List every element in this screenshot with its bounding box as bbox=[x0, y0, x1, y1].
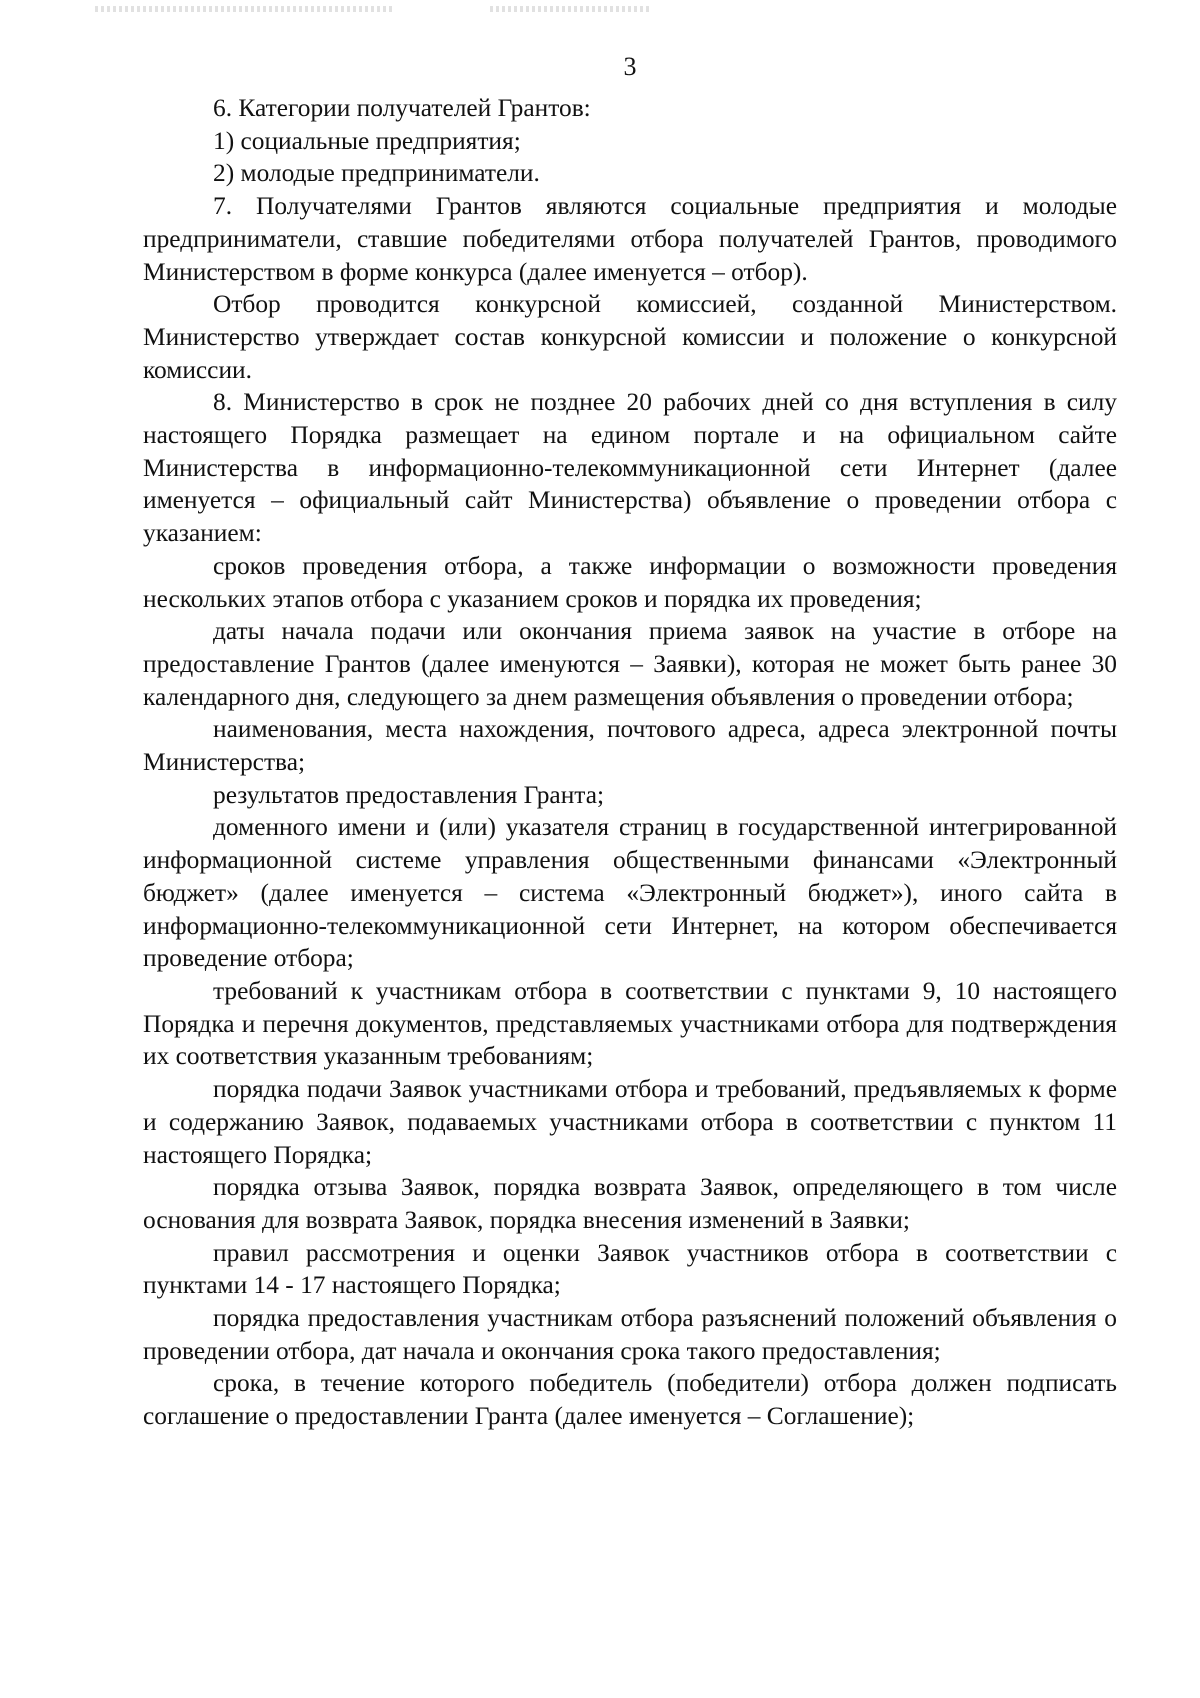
paragraph: срока, в течение которого победитель (победители) отбора должен подписать соглашение о предоставлении Гранта (далее именуется – Соглашение); bbox=[143, 1369, 1117, 1431]
paragraph: наименования, места нахождения, почтового адреса, адреса электронной почты Министерства; bbox=[143, 715, 1117, 777]
paragraph: 2) молодые предприниматели. bbox=[213, 159, 540, 188]
paragraph: 7. Получателями Грантов являются социальные предприятия и молодые предприниматели, ставшие победителями отбора получателей Грантов, проводимого Министерством в форме конкурса (далее именуется – отбор). bbox=[143, 192, 1117, 286]
document-body bbox=[143, 92, 1117, 1433]
paragraph: порядка подачи Заявок участниками отбора и требований, предъявляемых к форме и содержанию Заявок, подаваемых участниками отбора в соответствии с пунктом 11 настоящего Порядка; bbox=[143, 1075, 1117, 1169]
paragraph: доменного имени и (или) указателя страниц в государственной интегрированной информационной системе управления общественными финансами «Электронный бюджет» (далее именуется – система «Электронный бюджет»), иного сайта в информационно-телекоммуникационной сети Интернет, на котором обеспечивается проведение отбора; bbox=[143, 813, 1117, 973]
paragraph: порядка отзыва Заявок, порядка возврата Заявок, определяющего в том числе основания для возврата Заявок, порядка внесения изменений в Заявки; bbox=[143, 1173, 1117, 1234]
paragraph: сроков проведения отбора, а также информации о возможности проведения нескольких этапов отбора с указанием сроков и порядка их проведения; bbox=[143, 551, 1117, 613]
paragraph: результатов предоставления Гранта; bbox=[213, 780, 605, 809]
paragraph: 8. Министерство в срок не позднее 20 рабочих дней со дня вступления в силу настоящего Порядка размещает на едином портале и на официальном сайте Министерства в информационно-телекоммуникационной сети Интернет (далее именуется – официальный сайт Министерства) объявление о проведении отбора с указанием: bbox=[143, 388, 1117, 548]
paragraph: правил рассмотрения и оценки Заявок участников отбора в соответствии с пунктами 14 - 17 настоящего Порядка; bbox=[143, 1238, 1117, 1300]
paragraph: 6. Категории получателей Грантов: bbox=[213, 94, 591, 122]
paragraph: 1) социальные предприятия; bbox=[213, 126, 521, 155]
scan-artifact bbox=[490, 6, 650, 12]
paragraph: порядка предоставления участникам отбора разъяснений положений объявления о проведении отбора, дат начала и окончания срока такого предоставления; bbox=[143, 1304, 1117, 1365]
paragraph: требований к участникам отбора в соответствии с пунктами 9, 10 настоящего Порядка и перечня документов, представляемых участниками отбора для подтверждения их соответствия указанным требованиям; bbox=[143, 976, 1117, 1071]
scan-artifact bbox=[95, 6, 395, 12]
page-number: 3 bbox=[623, 52, 637, 81]
paragraph: даты начала подачи или окончания приема заявок на участие в отборе на предоставление Грантов (далее именуются – Заявки), которая не может быть ранее 30 календарного дня, следующего за днем размещения объявления о проведении отбора; bbox=[143, 617, 1117, 711]
paragraph: Отбор проводится конкурсной комиссией, созданной Министерством. Министерство утверждает состав конкурсной комиссии и положение о конкурсной комиссии. bbox=[143, 290, 1117, 384]
